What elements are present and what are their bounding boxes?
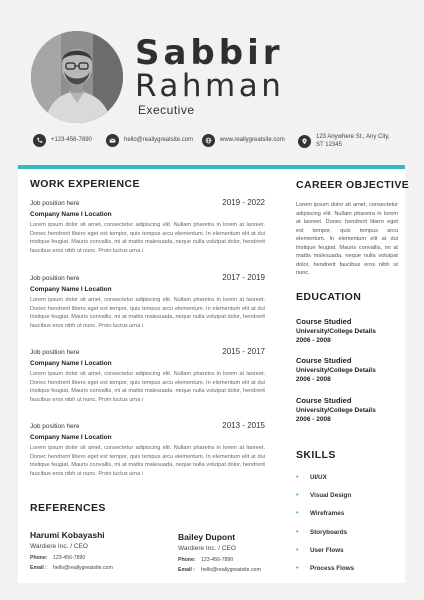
reference-email: hello@reallygreatsite.com <box>53 565 113 571</box>
reference-email-label: Email : <box>30 565 48 571</box>
job-company: Company Name I Location <box>30 286 112 293</box>
reference-phone: 123-456-7890 <box>53 555 86 561</box>
contact-website <box>202 134 285 147</box>
skill-label: Process Flows <box>310 565 355 572</box>
job-position: Job position here <box>30 200 80 207</box>
phone-icon <box>33 134 46 147</box>
contact-website-text: www.reallygreatsite.com <box>220 136 285 143</box>
last-name: Rahman <box>135 68 285 104</box>
reference-card <box>178 532 298 573</box>
reference-phone: 123-456-7890 <box>201 557 234 563</box>
education-course: Course Studied <box>296 317 352 326</box>
job-position: Job position here <box>30 423 80 430</box>
skill-item <box>296 565 398 572</box>
education-university: University/College Details <box>296 367 376 374</box>
contact-phone <box>33 134 92 147</box>
reference-company: Wardiere Inc. / CEO <box>30 543 88 550</box>
job-entry <box>30 421 265 479</box>
location-pin-icon <box>298 135 311 148</box>
address-line-1: 123 Anywhere St., Any City, <box>316 134 390 140</box>
education-university: University/College Details <box>296 407 376 414</box>
job-description: Lorem ipsum dolor sit amet, consectetur adipiscing elit. Nullam pharetra in lorem at laoreet. Donec hendrerit libero eget est tempor, quis tempus arcu elementum. In elementum elit at dui tristique feugiat. Mauris convallis, mi at mattis malesuada, neque nulla volutpat dolor, hendrerit faucibus eros nibh ut nunc. Proin luctus urna i <box>30 371 265 404</box>
skill-label: UI/UX <box>310 474 327 481</box>
contact-address <box>298 134 390 150</box>
job-years: 2019 - 2022 <box>222 198 265 207</box>
skill-item <box>296 510 398 517</box>
address-line-2: ST 12345 <box>316 141 342 148</box>
education-entry <box>296 317 398 344</box>
skill-item <box>296 547 398 554</box>
references-heading: REFERENCES <box>30 502 106 514</box>
job-company: Company Name I Location <box>30 360 112 367</box>
education-course: Course Studied <box>296 356 352 365</box>
education-entry <box>296 396 398 423</box>
skill-bullet-icon: • <box>296 492 299 499</box>
skill-bullet-icon: • <box>296 474 299 481</box>
education-university: University/College Details <box>296 328 376 335</box>
job-entry <box>30 273 265 331</box>
education-heading: EDUCATION <box>296 291 362 303</box>
skill-label: Visual Design <box>310 492 352 499</box>
globe-icon <box>202 134 215 147</box>
job-years: 2013 - 2015 <box>222 421 265 430</box>
first-name: Sabbir <box>135 33 284 73</box>
reference-email: hello@reallygreatsite.com <box>201 567 261 573</box>
skill-item <box>296 492 398 499</box>
job-years: 2017 - 2019 <box>222 273 265 282</box>
skill-label: User Flows <box>310 547 344 554</box>
contact-phone-text: +123-456-7890 <box>51 136 92 143</box>
resume-body <box>18 169 410 583</box>
job-title: Executive <box>138 103 195 117</box>
reference-card <box>30 530 150 571</box>
reference-company: Wardiere Inc. / CEO <box>178 545 236 552</box>
reference-phone-label: Phone: <box>178 557 196 563</box>
reference-phone-label: Phone: <box>30 555 48 561</box>
job-entry <box>30 347 265 405</box>
education-entry <box>296 356 398 383</box>
skill-bullet-icon: • <box>296 529 299 536</box>
skills-heading: SKILLS <box>296 449 336 461</box>
work-experience-heading: WORK EXPERIENCE <box>30 178 140 190</box>
skill-bullet-icon: • <box>296 547 299 554</box>
contact-address-text <box>316 134 390 150</box>
education-course: Course Studied <box>296 396 352 405</box>
skill-item <box>296 529 398 536</box>
career-objective-heading: CAREER OBJECTIVE <box>296 179 410 191</box>
job-entry <box>30 198 265 256</box>
reference-email-label: Email : <box>178 567 196 573</box>
education-years: 2006 - 2008 <box>296 337 331 344</box>
resume-header <box>0 0 424 165</box>
job-description: Lorem ipsum dolor sit amet, consectetur adipiscing elit. Nullam pharetra in lorem at laoreet. Donec hendrerit libero eget est tempor, quis tempus arcu elementum. In elementum elit at dui tristique feugiat. Mauris convallis, mi at mattis malesuada, neque nulla volutpat dolor, hendrerit faucibus eros nibh ut nunc. Proin luctus urna i <box>30 297 265 330</box>
skill-label: Wireframes <box>310 510 345 517</box>
skill-label: Storyboards <box>310 529 348 536</box>
job-description: Lorem ipsum dolor sit amet, consectetur adipiscing elit. Nullam pharetra in lorem at laoreet. Donec hendrerit libero eget est tempor, quis tempus arcu elementum. In elementum elit at dui tristique feugiat. Mauris convallis, mi at mattis malesuada, neque nulla volutpat dolor, hendrerit faucibus eros nibh ut nunc. Proin luctus urna i <box>30 445 265 478</box>
career-objective-text: Lorem ipsum dolor sit amet, consectetur adipiscing elit. Nullam pharetra in lorem at laoreet. Donec hendrerit libero eget est tempor, quis tempus arcu elementum. In elementum elit at dui tristique feugiat. Mauris convallis, mi at mattis malesuada, neque nulla volutpat dolor, hendrerit faucibus eros nibh ut nunc. <box>296 202 398 276</box>
profile-photo-illustration <box>31 31 123 123</box>
reference-name: Bailey Dupont <box>178 532 236 542</box>
education-years: 2006 - 2008 <box>296 416 331 423</box>
job-position: Job position here <box>30 349 80 356</box>
email-icon <box>106 134 119 147</box>
profile-photo <box>31 31 123 123</box>
skill-bullet-icon: • <box>296 565 299 572</box>
job-years: 2015 - 2017 <box>222 347 265 356</box>
skill-item <box>296 474 398 481</box>
education-years: 2006 - 2008 <box>296 376 331 383</box>
contact-email-text: hello@reallygreatsite.com <box>124 136 194 143</box>
contact-email <box>106 134 193 147</box>
job-position: Job position here <box>30 275 80 282</box>
job-company: Company Name I Location <box>30 434 112 441</box>
job-company: Company Name I Location <box>30 211 112 218</box>
job-description: Lorem ipsum dolor sit amet, consectetur adipiscing elit. Nullam pharetra in lorem at laoreet. Donec hendrerit libero eget est tempor, quis tempus arcu elementum. In elementum elit at dui tristique feugiat. Mauris convallis, mi at mattis malesuada, neque nulla volutpat dolor, hendrerit faucibus eros nibh ut nunc. Proin luctus urna i <box>30 222 265 255</box>
skill-bullet-icon: • <box>296 510 299 517</box>
reference-name: Harumi Kobayashi <box>30 530 105 540</box>
